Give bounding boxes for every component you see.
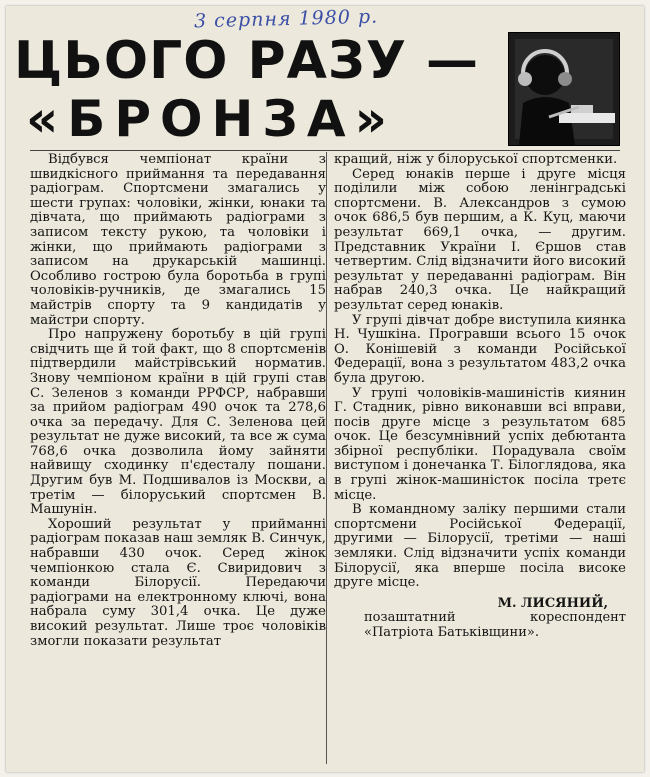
paragraph: У групі дівчат добре виступила киянка Н. Чушкіна. Програвши всього 15 очок О. Конішевій з команди Російської Федерації, вона з результатом 483,2 очка була другою.: [334, 312, 626, 386]
paragraph: Відбувся чемпіонат країни з швидкісного приймання та передавання радіограм. Спортсмени змагались у шести групах: чоловіки, жінки, юнаки та дівчата, що приймають радіограми з записом тексту рукою, та чоловіки і жінки, що приймають радіограми з записом на друкарській машинці. Особливо гострою була боротьба в групі чоловіків-ручників, де змагались 15 майстрів спорту та 9 кандидатів у майстри спорту.: [30, 152, 326, 328]
paragraph: кращий, ніж у білоруської спортсменки.: [334, 152, 618, 167]
author-name: М. ЛИСЯНИЙ,: [497, 595, 608, 611]
headline-line-2: «БРОНЗА»: [26, 90, 396, 148]
headline: [14, 32, 509, 148]
header-rule: [30, 150, 620, 151]
paragraph: В командному заліку першими стали спортсмени Російської Федерації, другими — Білорусії, третіми — наші земляки. Слід відзначити успіх команди Білорусії, яка вперше посіла високе друге місце.: [334, 502, 626, 591]
article-column-right: [334, 153, 626, 641]
article-column-left: [30, 153, 326, 649]
headline-line-1: ЦЬОГО РАЗУ —: [14, 31, 480, 91]
column-divider: [326, 152, 327, 764]
paragraph: Серед юнаків перше і друге місця поділили між собою ленінградські спортсмени. В. Александров з сумою очок 686,5 був першим, а К. Куц, маючи результат 669,1 очка, — другим. Представник України І. Єршов став четвертим. Слід відзначити його високий результат у передаванні радіограм. Він набрав 240,3 очка. Це найкращий результат серед юнаків.: [334, 166, 626, 313]
author-role: позаштатний кореспондент «Патріота Батьківщини».: [364, 610, 626, 640]
radio-operator-photo: [508, 32, 620, 146]
paragraph: Про напружену боротьбу в цій групі свідчить ще й той факт, що 8 спортсменів підтвердили майстрівський норматив. Знову чемпіоном країни в цій групі став С. Зеленов з команди РРФСР, набравши за прийом радіограм 490 очок та 278,6 очка за передачу. Для С. Зеленова цей результат не дуже високий, та все ж сума 768,6 очка дозволила йому зайняти найвищу сходинку п'єдесталу пошани. Другим був М. Подшивалов із Москви, а третім — білоруський спортсмен В. Машунін.: [30, 327, 326, 518]
paragraph: Хороший результат у прийманні радіограм показав наш земляк В. Синчук, набравши 430 очок. Серед жінок чемпіонкою стала Є. Свиридович з команди Білорусії. Передаючи радіограми на електронному ключі, вона набрала суму 301,4 очка. Це дуже високий результат. Лише троє чоловіків змогли показати результат: [30, 516, 326, 649]
paragraph: У групі чоловіків-машиністів киянин Г. Стадник, рівно виконавши всі вправи, посів друге місце з результатом 685 очок. Це безсумнівний успіх дебютанта збірної республіки. Порадувала своїм виступом і донечанка Т. Білоглядова, яка в групі жінок-машиністок посіла третє місце.: [334, 385, 626, 503]
handwritten-date: 3 серпня 1980 р.: [193, 5, 379, 33]
